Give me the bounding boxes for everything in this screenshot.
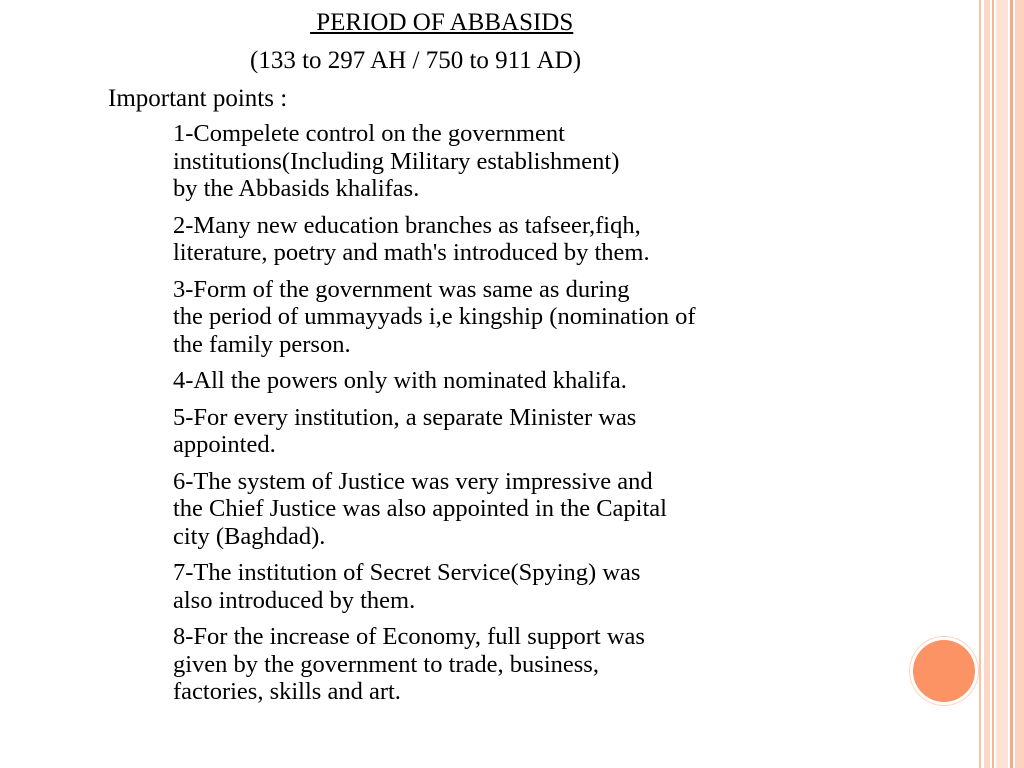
decorative-circle xyxy=(913,640,975,702)
point-item: 1-Compelete control on the government institutions(Including Military establishment) by the Abbasids khalifas. xyxy=(173,120,620,202)
point-item: 2-Many new education branches as tafseer,fiqh, literature, poetry and math's introduced by them. xyxy=(173,211,650,266)
point-item: 7-The institution of Secret Service(Spying) was also introduced by them. xyxy=(173,559,641,614)
points-list xyxy=(173,120,893,715)
point-item: 8-For the increase of Economy, full support was given by the government to trade, business, factories, skills and art. xyxy=(173,623,645,705)
point-item: 5-For every institution, a separate Minister was appointed. xyxy=(173,403,637,458)
point-item: 6-The system of Justice was very impressive and the Chief Justice was also appointed in the Capital city (Baghdad). xyxy=(173,467,667,550)
point-item: 3-Form of the government was same as during the period of ummayyads i,e kingship (nomination of the family person. xyxy=(173,275,696,358)
decorative-stripe xyxy=(1010,0,1013,768)
slide-subtitle: (133 to 297 AH / 750 to 911 AD) xyxy=(250,47,582,74)
decorative-stripe xyxy=(1015,0,1024,768)
slide-title: PERIOD OF ABBASIDS xyxy=(310,9,574,36)
decorative-stripe xyxy=(984,0,990,768)
decorative-stripe xyxy=(996,0,1008,768)
decorative-stripe xyxy=(979,0,981,768)
decorative-stripe xyxy=(992,0,994,768)
point-item: 4-All the powers only with nominated khalifa. xyxy=(173,367,627,394)
section-heading: Important points : xyxy=(108,85,288,112)
